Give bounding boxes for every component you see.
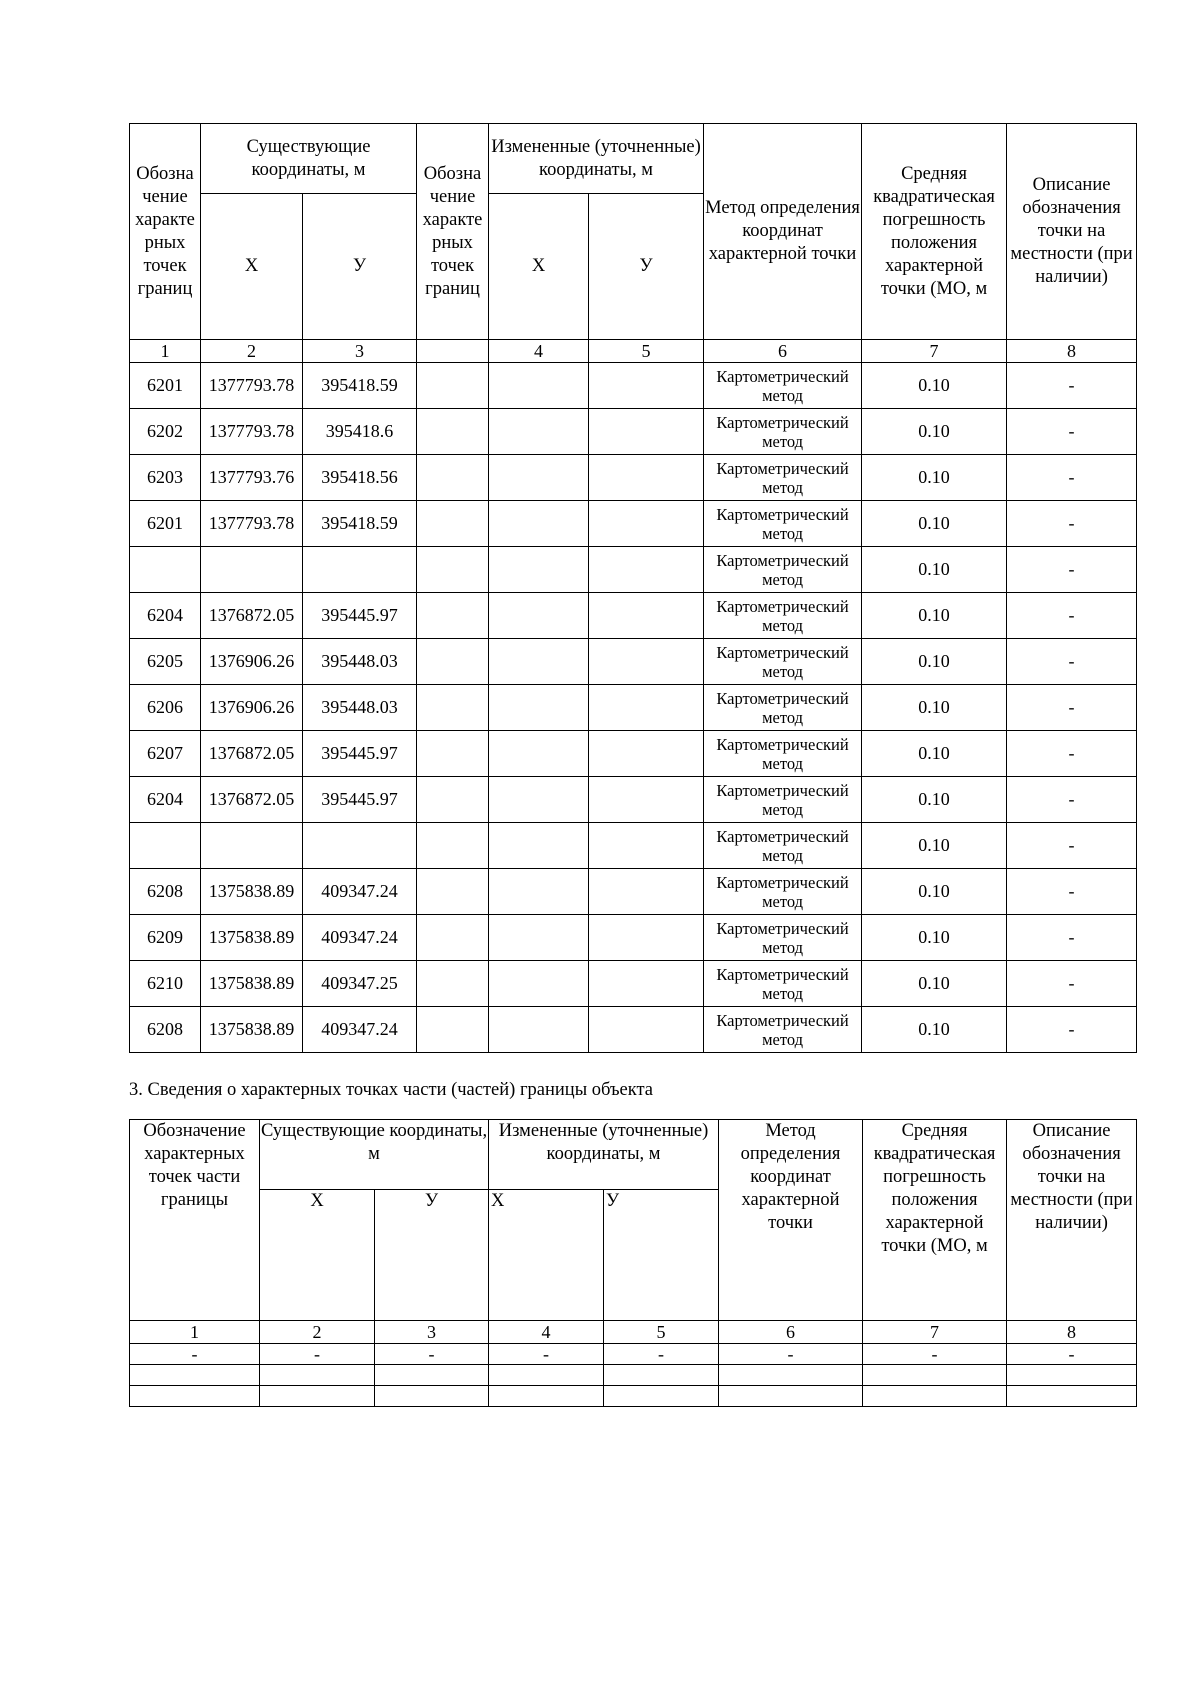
point-number-cell: [130, 823, 201, 869]
table-cell: [604, 1386, 719, 1407]
column-number-cell: 2: [260, 1321, 375, 1344]
mean-error-cell: 0.10: [862, 593, 1007, 639]
table-row: [130, 409, 1137, 455]
method-cell: Картометрический метод: [704, 455, 862, 501]
y-changed-cell: [589, 593, 704, 639]
x-changed-cell: [489, 823, 589, 869]
header-point-designation-2: Обозна чение характе рных точек границ: [417, 124, 489, 340]
y-changed-cell: [589, 961, 704, 1007]
point-number-changed-cell: [417, 363, 489, 409]
point-number-cell: 6209: [130, 915, 201, 961]
y-changed-cell: [589, 501, 704, 547]
table-row: [130, 869, 1137, 915]
method-cell: Картометрический метод: [704, 869, 862, 915]
table-cell: [719, 1365, 863, 1386]
point-number-changed-cell: [417, 639, 489, 685]
header-y: У: [303, 194, 417, 340]
mean-error-cell: 0.10: [862, 409, 1007, 455]
table-cell: [1007, 1386, 1137, 1407]
table-cell: -: [863, 1344, 1007, 1365]
description-cell: -: [1007, 961, 1137, 1007]
x-coordinate-cell: 1376906.26: [201, 685, 303, 731]
point-number-changed-cell: [417, 1007, 489, 1053]
column-number-cell: 8: [1007, 340, 1137, 363]
table-row: [130, 685, 1137, 731]
header-y-changed: У: [589, 194, 704, 340]
mean-error-cell: 0.10: [862, 639, 1007, 685]
column-number-cell: 3: [375, 1321, 489, 1344]
column-number-cell: 1: [130, 1321, 260, 1344]
x-coordinate-cell: 1375838.89: [201, 915, 303, 961]
x-changed-cell: [489, 961, 589, 1007]
y-coordinate-cell: 395445.97: [303, 593, 417, 639]
y-changed-cell: [589, 823, 704, 869]
table-cell: [863, 1365, 1007, 1386]
mean-error-cell: 0.10: [862, 823, 1007, 869]
x-coordinate-cell: 1376872.05: [201, 777, 303, 823]
table-cell: -: [489, 1344, 604, 1365]
method-cell: Картометрический метод: [704, 823, 862, 869]
y-coordinate-cell: 395418.56: [303, 455, 417, 501]
y-coordinate-cell: 409347.24: [303, 869, 417, 915]
characteristic-points-table: [129, 123, 1137, 1053]
point-number-changed-cell: [417, 455, 489, 501]
mean-error-cell: 0.10: [862, 685, 1007, 731]
mean-error-cell: 0.10: [862, 915, 1007, 961]
header-existing-coordinates: Существующие координаты, м: [201, 124, 417, 194]
mean-error-cell: 0.10: [862, 363, 1007, 409]
table-cell: [863, 1386, 1007, 1407]
x-changed-cell: [489, 869, 589, 915]
column-number-cell: 7: [862, 340, 1007, 363]
x-changed-cell: [489, 777, 589, 823]
x-changed-cell: [489, 915, 589, 961]
table-row: [130, 593, 1137, 639]
x-changed-cell: [489, 1007, 589, 1053]
table-cell: [719, 1386, 863, 1407]
table-row: [130, 915, 1137, 961]
point-number-cell: [130, 547, 201, 593]
x-coordinate-cell: 1376872.05: [201, 731, 303, 777]
x-changed-cell: [489, 547, 589, 593]
column-number-cell: 6: [704, 340, 862, 363]
x-coordinate-cell: 1377793.78: [201, 363, 303, 409]
x-changed-cell: [489, 501, 589, 547]
header-x: Х: [260, 1190, 375, 1321]
table-body: [130, 363, 1137, 1053]
method-cell: Картометрический метод: [704, 363, 862, 409]
column-number-cell: 4: [489, 340, 589, 363]
point-number-cell: 6201: [130, 363, 201, 409]
table-cell: [130, 1365, 260, 1386]
column-number-cell: [417, 340, 489, 363]
table-cell: [130, 1386, 260, 1407]
table-cell: [260, 1365, 375, 1386]
point-number-changed-cell: [417, 777, 489, 823]
method-cell: Картометрический метод: [704, 639, 862, 685]
description-cell: -: [1007, 455, 1137, 501]
description-cell: -: [1007, 501, 1137, 547]
table-cell: [260, 1386, 375, 1407]
table-cell: -: [719, 1344, 863, 1365]
point-number-cell: 6203: [130, 455, 201, 501]
column-number-cell: 4: [489, 1321, 604, 1344]
method-cell: Картометрический метод: [704, 501, 862, 547]
description-cell: -: [1007, 777, 1137, 823]
description-cell: -: [1007, 685, 1137, 731]
y-coordinate-cell: [303, 823, 417, 869]
y-changed-cell: [589, 869, 704, 915]
x-changed-cell: [489, 731, 589, 777]
point-number-cell: 6201: [130, 501, 201, 547]
description-cell: -: [1007, 915, 1137, 961]
table-cell: -: [375, 1344, 489, 1365]
mean-error-cell: 0.10: [862, 501, 1007, 547]
table-body: [130, 1344, 1137, 1407]
point-number-cell: 6204: [130, 593, 201, 639]
y-coordinate-cell: 395418.59: [303, 363, 417, 409]
point-number-cell: 6204: [130, 777, 201, 823]
table-row: [130, 363, 1137, 409]
column-number-cell: 7: [863, 1321, 1007, 1344]
method-cell: Картометрический метод: [704, 777, 862, 823]
y-coordinate-cell: 395418.6: [303, 409, 417, 455]
point-number-changed-cell: [417, 409, 489, 455]
table-row: [130, 501, 1137, 547]
table-row: [130, 455, 1137, 501]
point-number-changed-cell: [417, 869, 489, 915]
mean-error-cell: 0.10: [862, 1007, 1007, 1053]
x-changed-cell: [489, 685, 589, 731]
y-changed-cell: [589, 455, 704, 501]
mean-error-cell: 0.10: [862, 777, 1007, 823]
header-changed-coordinates: Измененные (уточненные) координаты, м: [489, 1120, 719, 1190]
header-point-designation: Обозначение характерных точек части границы: [130, 1120, 260, 1321]
x-coordinate-cell: 1375838.89: [201, 1007, 303, 1053]
y-coordinate-cell: 395448.03: [303, 639, 417, 685]
method-cell: Картометрический метод: [704, 1007, 862, 1053]
x-coordinate-cell: 1377793.78: [201, 409, 303, 455]
point-number-changed-cell: [417, 501, 489, 547]
point-number-changed-cell: [417, 961, 489, 1007]
x-changed-cell: [489, 455, 589, 501]
point-number-changed-cell: [417, 915, 489, 961]
header-mean-error: Средняя квадратическая погрешность положения характерной точки (МО, м: [862, 124, 1007, 340]
point-number-cell: 6208: [130, 869, 201, 915]
point-number-cell: 6205: [130, 639, 201, 685]
point-number-cell: 6208: [130, 1007, 201, 1053]
table-cell: -: [130, 1344, 260, 1365]
table-row: [130, 961, 1137, 1007]
table-row: [130, 1386, 1137, 1407]
point-number-changed-cell: [417, 593, 489, 639]
y-changed-cell: [589, 547, 704, 593]
table-cell: [604, 1365, 719, 1386]
column-number-row: [130, 1321, 1137, 1344]
y-changed-cell: [589, 409, 704, 455]
mean-error-cell: 0.10: [862, 455, 1007, 501]
header-changed-coordinates: Измененные (уточненные) координаты, м: [489, 124, 704, 194]
part-boundary-points-table: [129, 1119, 1137, 1407]
column-number-cell: 6: [719, 1321, 863, 1344]
table-row: [130, 731, 1137, 777]
description-cell: -: [1007, 731, 1137, 777]
table-cell: [489, 1386, 604, 1407]
table-row: [130, 547, 1137, 593]
x-coordinate-cell: 1376906.26: [201, 639, 303, 685]
x-changed-cell: [489, 639, 589, 685]
header-point-designation: Обозна чение характе рных точек границ: [130, 124, 201, 340]
method-cell: Картометрический метод: [704, 915, 862, 961]
description-cell: -: [1007, 1007, 1137, 1053]
column-number-cell: 5: [589, 340, 704, 363]
x-changed-cell: [489, 593, 589, 639]
method-cell: Картометрический метод: [704, 547, 862, 593]
y-coordinate-cell: 395418.59: [303, 501, 417, 547]
method-cell: Картометрический метод: [704, 685, 862, 731]
y-changed-cell: [589, 731, 704, 777]
column-number-cell: 8: [1007, 1321, 1137, 1344]
description-cell: -: [1007, 823, 1137, 869]
x-coordinate-cell: [201, 547, 303, 593]
y-coordinate-cell: 409347.24: [303, 1007, 417, 1053]
mean-error-cell: 0.10: [862, 869, 1007, 915]
table-cell: [489, 1365, 604, 1386]
point-number-changed-cell: [417, 731, 489, 777]
method-cell: Картометрический метод: [704, 409, 862, 455]
table-row: [130, 777, 1137, 823]
header-method: Метод определения координат характерной точки: [719, 1120, 863, 1321]
table-row: [130, 823, 1137, 869]
y-coordinate-cell: [303, 547, 417, 593]
x-coordinate-cell: 1377793.78: [201, 501, 303, 547]
header-existing-coordinates: Существующие координаты, м: [260, 1120, 489, 1190]
section-3-title: 3. Сведения о характерных точках части (частей) границы объекта: [129, 1080, 654, 1100]
point-number-changed-cell: [417, 685, 489, 731]
y-changed-cell: [589, 363, 704, 409]
header-method: Метод определения координат характерной точки: [704, 124, 862, 340]
table-row: [130, 1007, 1137, 1053]
description-cell: -: [1007, 363, 1137, 409]
description-cell: -: [1007, 593, 1137, 639]
header-description: Описание обозначения точки на местности (при наличии): [1007, 1120, 1137, 1321]
x-coordinate-cell: [201, 823, 303, 869]
y-coordinate-cell: 409347.25: [303, 961, 417, 1007]
table-row: [130, 1365, 1137, 1386]
method-cell: Картометрический метод: [704, 731, 862, 777]
column-number-cell: 1: [130, 340, 201, 363]
description-cell: -: [1007, 409, 1137, 455]
table-row: [130, 1344, 1137, 1365]
header-description: Описание обозначения точки на местности (при наличии): [1007, 124, 1137, 340]
header-x-changed: Х: [489, 1190, 604, 1321]
description-cell: -: [1007, 639, 1137, 685]
y-changed-cell: [589, 915, 704, 961]
point-number-changed-cell: [417, 547, 489, 593]
y-changed-cell: [589, 1007, 704, 1053]
mean-error-cell: 0.10: [862, 961, 1007, 1007]
y-changed-cell: [589, 639, 704, 685]
header-x-changed: Х: [489, 194, 589, 340]
method-cell: Картометрический метод: [704, 961, 862, 1007]
table-cell: -: [260, 1344, 375, 1365]
header-y-changed: У: [604, 1190, 719, 1321]
table-cell: [1007, 1365, 1137, 1386]
mean-error-cell: 0.10: [862, 731, 1007, 777]
header-y: У: [375, 1190, 489, 1321]
point-number-cell: 6210: [130, 961, 201, 1007]
point-number-cell: 6206: [130, 685, 201, 731]
x-coordinate-cell: 1375838.89: [201, 961, 303, 1007]
column-number-cell: 5: [604, 1321, 719, 1344]
header-mean-error: Средняя квадратическая погрешность положения характерной точки (МО, м: [863, 1120, 1007, 1321]
column-number-cell: 2: [201, 340, 303, 363]
point-number-changed-cell: [417, 823, 489, 869]
x-changed-cell: [489, 363, 589, 409]
description-cell: -: [1007, 547, 1137, 593]
table-cell: -: [604, 1344, 719, 1365]
y-changed-cell: [589, 777, 704, 823]
y-coordinate-cell: 395445.97: [303, 731, 417, 777]
x-changed-cell: [489, 409, 589, 455]
table-row: [130, 639, 1137, 685]
table-cell: [375, 1365, 489, 1386]
column-number-cell: 3: [303, 340, 417, 363]
description-cell: -: [1007, 869, 1137, 915]
x-coordinate-cell: 1376872.05: [201, 593, 303, 639]
header-x: Х: [201, 194, 303, 340]
table-cell: [375, 1386, 489, 1407]
y-changed-cell: [589, 685, 704, 731]
method-cell: Картометрический метод: [704, 593, 862, 639]
column-number-row: [130, 340, 1137, 363]
y-coordinate-cell: 395445.97: [303, 777, 417, 823]
point-number-cell: 6207: [130, 731, 201, 777]
point-number-cell: 6202: [130, 409, 201, 455]
table-cell: -: [1007, 1344, 1137, 1365]
y-coordinate-cell: 409347.24: [303, 915, 417, 961]
x-coordinate-cell: 1377793.76: [201, 455, 303, 501]
y-coordinate-cell: 395448.03: [303, 685, 417, 731]
mean-error-cell: 0.10: [862, 547, 1007, 593]
x-coordinate-cell: 1375838.89: [201, 869, 303, 915]
